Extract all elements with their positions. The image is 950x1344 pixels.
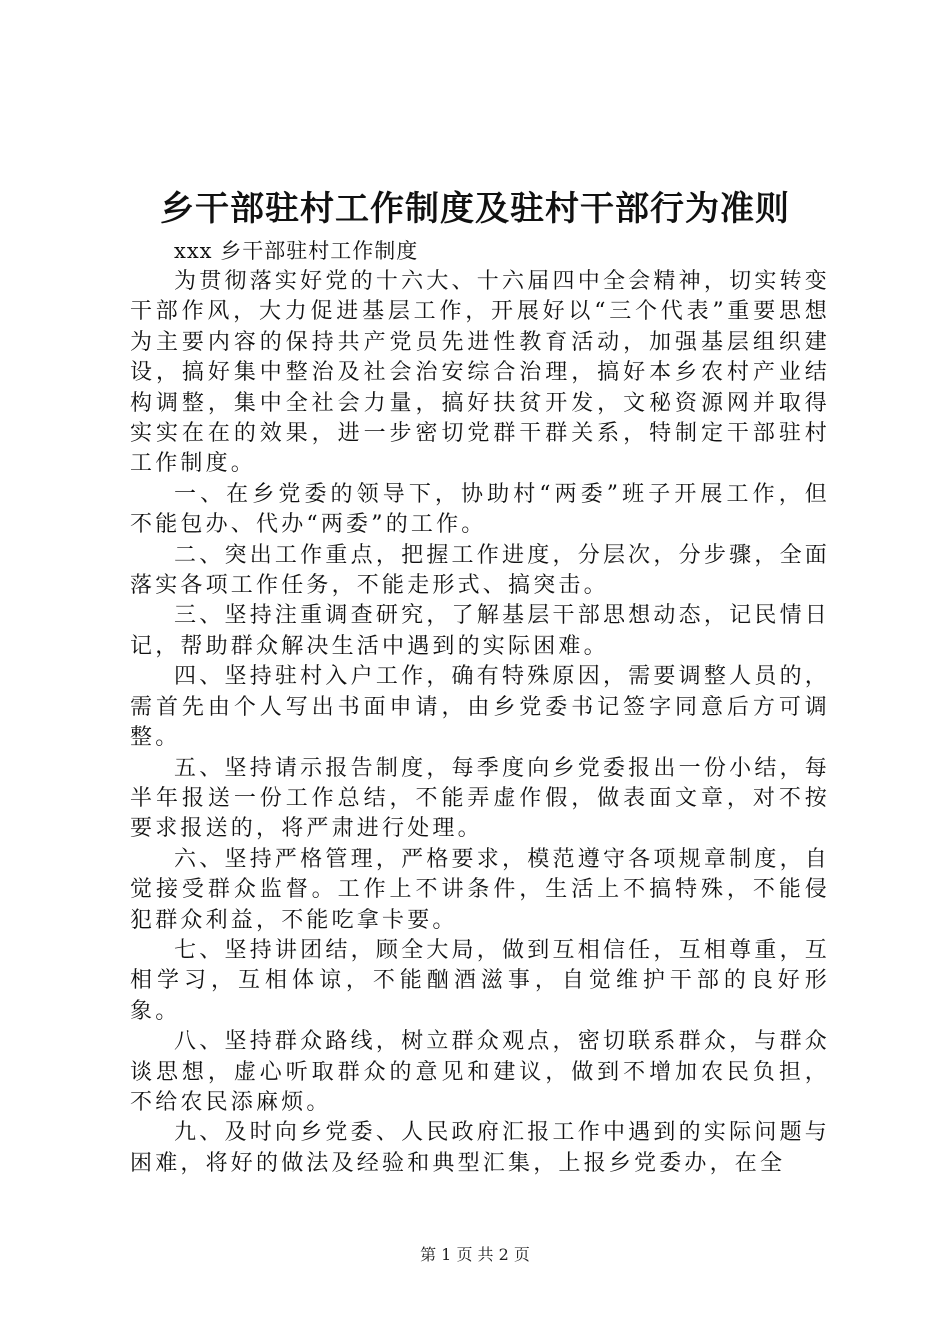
paragraph-rule-6: 六、坚持严格管理，严格要求，模范遵守各项规章制度，自觉接受群众监督。工作上不讲条件，生活上不搞特殊，不能侵犯群众利益，不能吃拿卡要。 — [130, 846, 830, 933]
paragraph-rule-2: 二、突出工作重点，把握工作进度，分层次，分步骤，全面落实各项工作任务，不能走形式、搞突击。 — [130, 542, 830, 599]
paragraph-rule-4: 四、坚持驻村入户工作，确有特殊原因，需要调整人员的，需首先由个人写出书面申请，由乡党委书记签字同意后方可调整。 — [130, 664, 830, 751]
document-title: 乡干部驻村工作制度及驻村干部行为准则 — [160, 189, 790, 229]
page-number-footer: 第 1 页 共 2 页 — [420, 1245, 530, 1264]
paragraph-rule-1: 一、在乡党委的领导下，协助村“两委”班子开展工作，但不能包办、代办“两委”的工作。 — [130, 481, 830, 538]
document-body — [130, 236, 830, 1179]
paragraph-rule-9: 九、及时向乡党委、人民政府汇报工作中遇到的实际问题与困难，将好的做法及经验和典型汇集，上报乡党委办，在全 — [130, 1120, 830, 1176]
paragraph-intro: 为贯彻落实好党的十六大、十六届四中全会精神，切实转变干部作风，大力促进基层工作，开展好以“三个代表”重要思想为主要内容的保持共产党员先进性教育活动，加强基层组织建设，搞好集中整治及社会治安综合治理，搞好本乡农村产业结构调整，集中全社会力量，搞好扶贫开发，文秘资源网并取得实实在在的效果，进一步密切党群干群关系，特制定干部驻村工作制度。 — [130, 269, 830, 477]
paragraph-rule-8: 八、坚持群众路线，树立群众观点，密切联系群众，与群众谈思想，虚心听取群众的意见和建议，做到不增加农民负担，不给农民添麻烦。 — [130, 1029, 830, 1115]
document-subtitle: xxx 乡干部驻村工作制度 — [174, 239, 419, 263]
paragraph-rule-5: 五、坚持请示报告制度，每季度向乡党委报出一份小结，每半年报送一份工作总结，不能弄虚作假，做表面文章，对不按要求报送的，将严肃进行处理。 — [130, 755, 830, 842]
paragraph-rule-7: 七、坚持讲团结，顾全大局，做到互相信任，互相尊重，互相学习，互相体谅，不能酗酒滋事，自觉维护干部的良好形象。 — [130, 937, 830, 1024]
paragraph-rule-3: 三、坚持注重调查研究，了解基层干部思想动态，记民情日记，帮助群众解决生活中遇到的实际困难。 — [130, 603, 830, 659]
